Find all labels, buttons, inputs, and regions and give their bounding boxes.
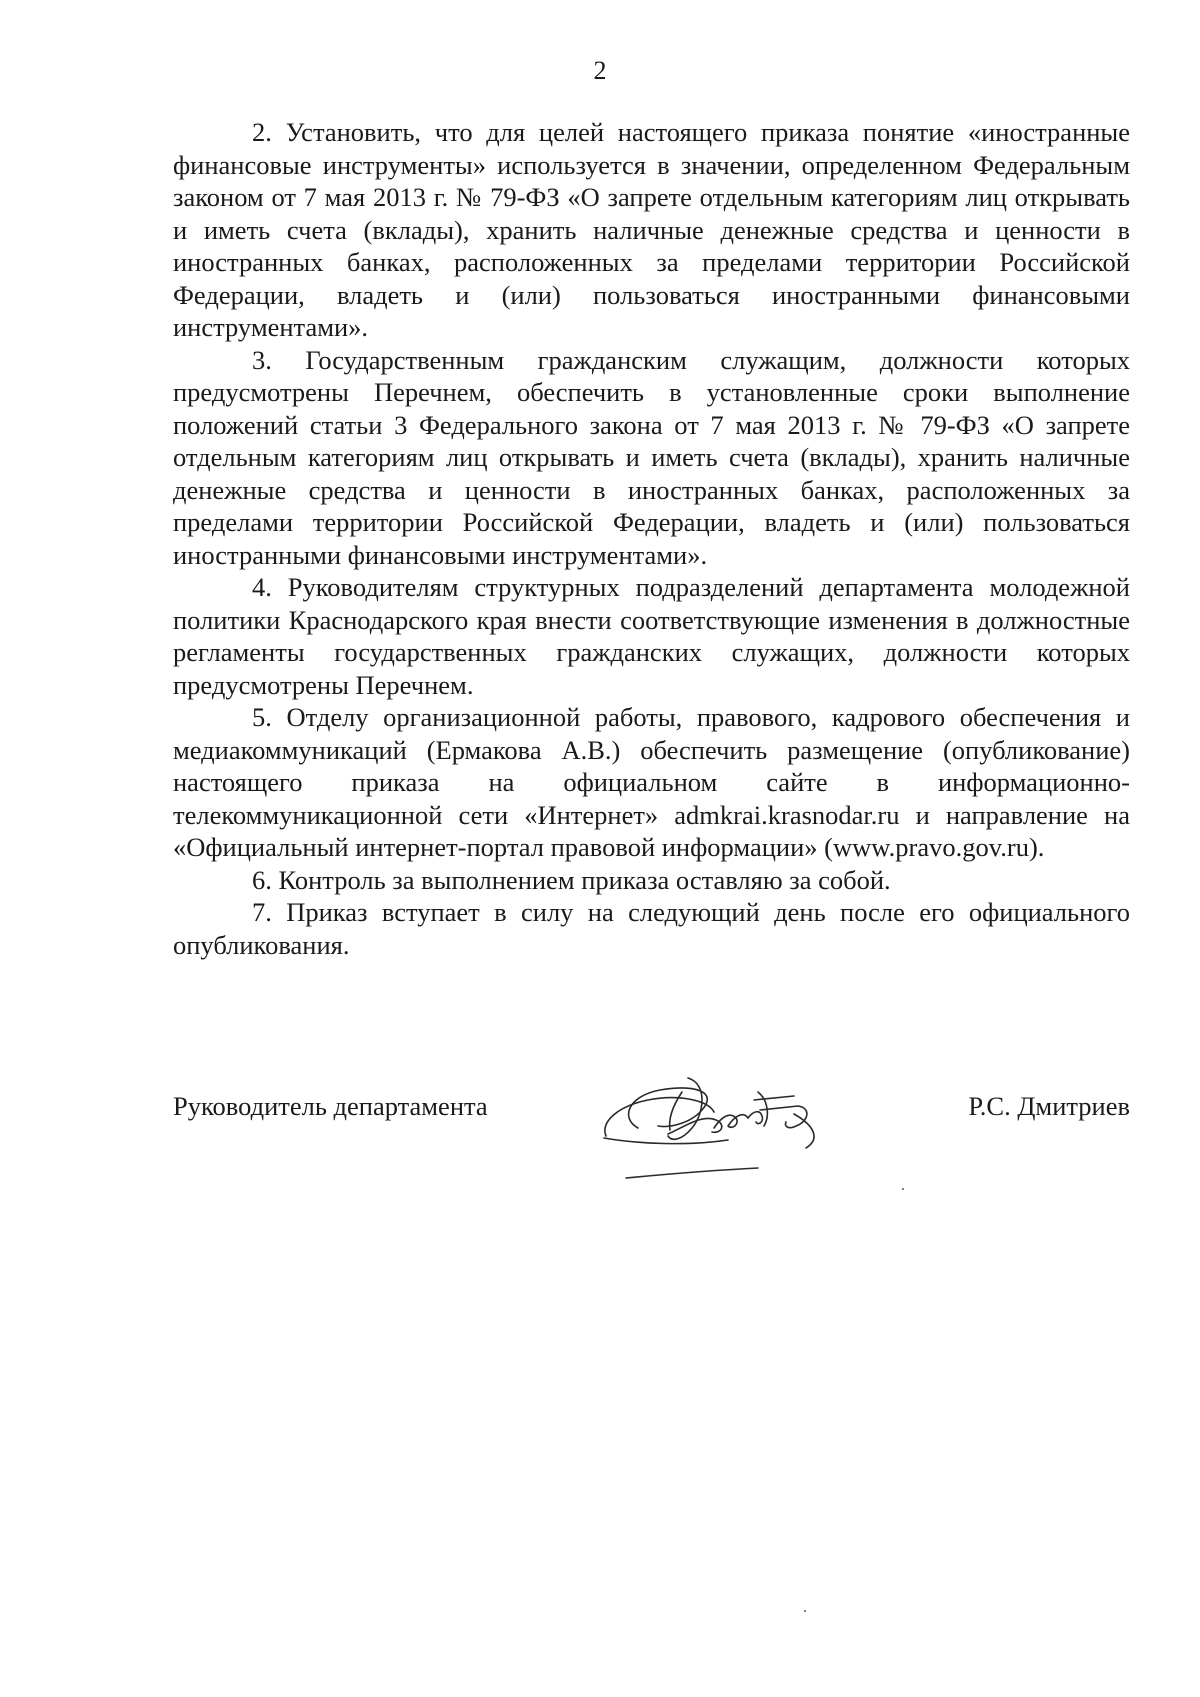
signatory-position: Руководитель департамента	[173, 1091, 488, 1121]
document-body	[173, 116, 1130, 961]
paragraph-7: 7. Приказ вступает в силу на следующий день после его официального опубликования.	[173, 897, 1130, 960]
paragraph-2: 2. Установить, что для целей настоящего приказа понятие «иностранные финансовые инструменты» используется в значении, определенном Федеральным законом от 7 мая 2013 г. № 79-ФЗ «О запрете отдельным категориям лиц открывать и иметь счета (вклады), хранить наличные денежные средства и ценности в иностранных банках, расположенных за пределами территории Российской Федерации, владеть и (или) пользоваться иностранными финансовыми инструментами».	[173, 117, 1130, 342]
scan-speck	[902, 1188, 904, 1190]
scan-speck	[804, 1610, 806, 1612]
paragraph-5: 5. Отделу организационной работы, правового, кадрового обеспечения и медиакоммуникаций (Ермакова А.В.) обеспечить размещение (опубликование) настоящего приказа на официальном сайте в информационно-телекоммуникационной сети «Интернет» admkrai.krasnodar.ru и направление на «Официальный интернет-портал правовой информации» (www.pravo.gov.ru).	[173, 702, 1130, 862]
page-number: 2	[593, 56, 607, 85]
paragraph-6: 6. Контроль за выполнением приказа оставляю за собой.	[252, 864, 891, 895]
signatory-name: Р.С. Дмитриев	[968, 1091, 1130, 1121]
paragraph-4: 4. Руководителям структурных подразделений департамента молодежной политики Краснодарского края внести соответствующие изменения в должностные регламенты государственных гражданских служащих, должности которых предусмотрены Перечнем.	[173, 572, 1130, 700]
paragraph-3: 3. Государственным гражданским служащим, должности которых предусмотрены Перечнем, обеспечить в установленные сроки выполнение положений статьи 3 Федерального закона от 7 мая 2013 г. № 79-ФЗ «О запрете отдельным категориям лиц открывать и иметь счета (вклады), хранить наличные денежные средства и ценности в иностранных банках, расположенных за пределами территории Российской Федерации, владеть и (или) пользоваться иностранными финансовыми инструментами».	[173, 344, 1130, 570]
signature-block	[173, 1090, 1130, 1180]
handwritten-signature	[598, 1070, 858, 1195]
